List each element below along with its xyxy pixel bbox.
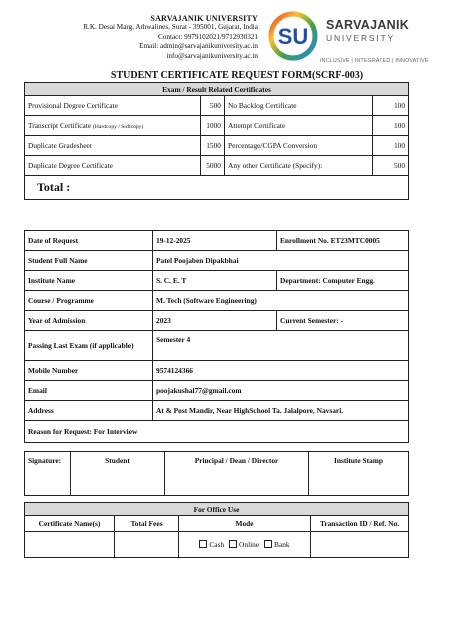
current-semester: Current Semester: -	[277, 311, 409, 331]
cert-note: (Hardcopy / Softcopy)	[93, 124, 144, 130]
checkbox-icon	[264, 540, 272, 548]
email-value: poojakushal77@gmail.com	[153, 381, 409, 401]
table-row	[25, 156, 409, 176]
table-row	[25, 251, 409, 271]
table-row	[25, 136, 409, 156]
admission-label: Year of Admission	[25, 311, 153, 331]
brand-line2: UNIVERSITY	[326, 33, 396, 43]
signature-principal: Principal / Dean / Director	[165, 452, 309, 496]
cert-fee: 500	[201, 96, 225, 116]
university-info-email: info@sarvajanikuniversity.ac.in	[166, 51, 258, 60]
admission-value: 2023	[153, 311, 277, 331]
university-contact: Contact: 9979102021/9712930321	[157, 32, 258, 41]
table-row	[25, 96, 409, 116]
table-row	[25, 291, 409, 311]
cert-fee: 1500	[201, 136, 225, 156]
table-row	[25, 311, 409, 331]
cert-name: Provisional Degree Certificate	[25, 96, 201, 116]
col-total-fees: Total Fees	[115, 516, 179, 532]
course-label: Course / Programme	[25, 291, 153, 311]
university-name: SARVAJANIK UNIVERSITY	[150, 14, 258, 23]
reason-for-request: Reason for Request: For Interview	[25, 421, 409, 443]
mobile-value: 9574124366	[153, 361, 409, 381]
address-value: At & Post Mandir, Near HighSchool Ta. Jalalpore, Navsari.	[153, 401, 409, 421]
brand-tagline: INCLUSIVE | INTEGRATED | INNOVATIVE	[320, 58, 429, 64]
table-row	[25, 421, 409, 443]
institute-label: Institute Name	[25, 271, 153, 291]
cert-fee: 1000	[201, 116, 225, 136]
university-address: R.K. Desai Marg, Athwalines, Surat - 395001, Gujarat, India	[83, 23, 258, 32]
cert-name: Any other Certificate (Specify):	[225, 156, 373, 176]
signature-stamp: Institute Stamp	[309, 452, 409, 496]
cert-name: No Backlog Certificate	[225, 96, 373, 116]
cash-checkbox[interactable]: Cash	[199, 540, 224, 549]
cert-fee: 5000	[201, 156, 225, 176]
table-row	[25, 331, 409, 361]
logo-letters: SU	[277, 24, 309, 49]
cert-name: Duplicate Gradesheet	[25, 136, 201, 156]
signature-label: Signature:	[25, 452, 71, 496]
col-mode: Mode	[179, 516, 311, 532]
certificates-heading: Exam / Result Related Certificates	[25, 83, 409, 96]
table-row	[25, 401, 409, 421]
name-label: Student Full Name	[25, 251, 153, 271]
office-fees-cell[interactable]	[115, 532, 179, 558]
cert-name: Transcript Certificate (Hardcopy / Softcopy)	[25, 116, 201, 136]
university-contact-block	[0, 14, 258, 61]
cert-name: Percentage/CGPA Conversion	[225, 136, 373, 156]
cert-fee: 100	[373, 136, 409, 156]
brand-line1: SARVAJANIK	[326, 18, 410, 32]
university-logo-icon	[262, 10, 324, 62]
signature-student: Student	[71, 452, 165, 496]
university-email: Email: admin@sarvajanikuniversity.ac.in	[139, 42, 258, 51]
checkbox-icon	[229, 540, 237, 548]
office-use-table	[24, 502, 409, 558]
passing-label: Passing Last Exam (if applicable)	[25, 331, 153, 361]
total-label: Total :	[25, 176, 409, 200]
cert-name: Attempt Certificate	[225, 116, 373, 136]
name-value: Patel Poojaben Dipakbhai	[153, 251, 409, 271]
certificates-table	[24, 82, 409, 200]
online-checkbox[interactable]: Online	[229, 540, 259, 549]
office-use-heading: For Office Use	[25, 503, 409, 516]
address-label: Address	[25, 401, 153, 421]
email-label: Email	[25, 381, 153, 401]
signature-table	[24, 451, 409, 496]
cert-fee: 100	[373, 116, 409, 136]
student-details-table	[24, 230, 409, 443]
table-row	[25, 271, 409, 291]
date-label: Date of Request	[25, 231, 153, 251]
office-cert-cell[interactable]	[25, 532, 115, 558]
cert-fee: 500	[373, 156, 409, 176]
department: Department: Computer Engg.	[277, 271, 409, 291]
enrollment-number: Enrollment No. ET23MTC0005	[277, 231, 409, 251]
mobile-label: Mobile Number	[25, 361, 153, 381]
table-row	[25, 361, 409, 381]
bank-checkbox[interactable]: Bank	[264, 540, 290, 549]
payment-mode-options	[179, 532, 311, 558]
table-row	[25, 116, 409, 136]
cert-name: Duplicate Degree Certificate	[25, 156, 201, 176]
col-transaction-id: Transaction ID / Ref. No.	[311, 516, 409, 532]
office-txn-cell[interactable]	[311, 532, 409, 558]
cert-fee: 100	[373, 96, 409, 116]
table-row	[25, 231, 409, 251]
checkbox-icon	[199, 540, 207, 548]
date-value: 19-12-2025	[153, 231, 277, 251]
form-title: STUDENT CERTIFICATE REQUEST FORM(SCRF-003)	[110, 70, 364, 81]
col-certificate-names: Certificate Name(s)	[25, 516, 115, 532]
table-row	[25, 381, 409, 401]
institute-value: S. C. E. T	[153, 271, 277, 291]
course-value: M. Tech (Software Engineering)	[153, 291, 409, 311]
passing-value: Semester 4	[153, 331, 409, 361]
brand-block	[326, 18, 409, 43]
